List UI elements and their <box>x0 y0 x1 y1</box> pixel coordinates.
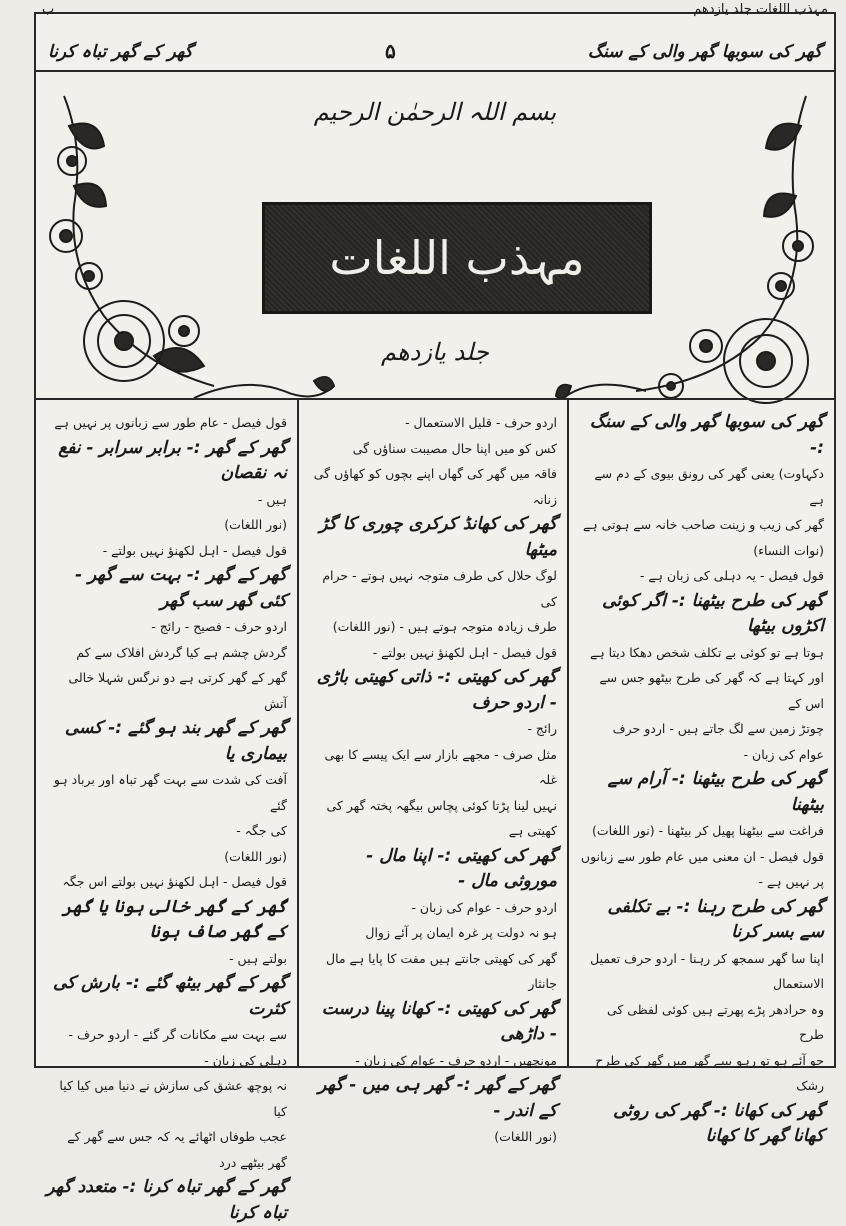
entry-text-line: رائج - <box>527 721 557 736</box>
entry-text-line: (نور اللغات) <box>224 517 287 532</box>
column-right <box>569 400 834 1146</box>
entry-text-line: جو آئے ہو تو رہو بیبے گھر میں گھر کی طرح رشک <box>595 1052 824 1093</box>
entry-text-line: چوتڑ زمین سے لگ جاتے ہیں - اردو حرف <box>612 721 824 736</box>
entry-headword: گھر کی کھانا :- گھر کی روٹی کھانا گھر کا کھانا <box>613 1100 824 1146</box>
entry-text-line: فراغت سے بیٹھنا پھیل کر بیٹھنا - (نور اللغات) <box>591 823 824 838</box>
book-title: مہذب اللغات <box>329 231 585 285</box>
entry-text-line: نہیں لینا پڑتا کوئی پچاس بیگھہ پختہ گھر کی کھیتی ہے <box>326 797 557 838</box>
entry-text-line: نہ پوچھ عشق کی سازش نے دنیا میں کیا کیا کیا <box>59 1078 287 1119</box>
entry-text-line: اپنا سا گھر سمجھ کر رہنا - اردو حرف تعمیل الاستعمال <box>590 950 824 991</box>
entry-text-line: ہیں - <box>257 491 287 507</box>
entry-headword: گھر کے گھر خالی ہونا یا گھر کے گھر صاف ہونا <box>62 896 287 942</box>
entry-text-line: (نور اللغات) <box>494 1129 557 1144</box>
column-middle <box>299 400 569 1144</box>
entry-text-line: اور کہتا ہے کہ گھر کی طرح بیٹھو جس سے اس کے <box>599 670 824 711</box>
entry-headword: گھر کی سوبھا گھر والی کے سنگ :- <box>589 412 824 458</box>
entry-text-line: عجب طوفاں اٹھائے یہ کہ جس سے گھر کے گھر بیٹھے درد <box>67 1129 287 1170</box>
entry-text-line: گھر کی زیب و زینت صاحب خانہ سے ہوتی ہے <box>582 517 824 532</box>
entry-text-line: ہوتا ہے تو کوئی بے تکلف شخص دھکا دیتا ہے <box>590 644 824 660</box>
header-right-headword: گھر کی سوبھا گھر والی کے سنگ <box>587 41 822 62</box>
entry-text-line: قول فیصل - ان معنی میں عام طور سے زبانوں <box>580 848 824 864</box>
page-number: ۵ <box>384 39 396 63</box>
entry-text-line: (نور اللغات) <box>224 848 287 864</box>
entry-text-line: آفت کی شدت سے بہت گھر تباہ اور برباد ہو گئے <box>53 772 287 813</box>
entry-text-line: ہو نہ دولت پر غرہ ایمان پر آئے زوال <box>365 925 557 940</box>
entry-text-line: فاقہ میں گھر کی گھاں اپنے بچوں کو کھاؤں گی زنانہ <box>313 466 557 507</box>
entry-headword: گھر کی کھیتی :- کھانا پینا درست - داڑھی <box>321 998 557 1044</box>
entry-text-line: کس کو میں اپنا حال مصیبت سناؤں گی <box>352 440 557 456</box>
entry-text-line: وہ حرادھر پڑے پھرتے ہیں کوئی لفظی کی طرح <box>606 1001 824 1042</box>
running-header <box>36 32 834 72</box>
entry-text-line: قول فیصل - یہ دہلی کی زبان ہے - <box>639 568 824 583</box>
entry-text-line: لوگ حلال کی طرف متوجہ نہیں ہوتے - حرام کی <box>322 568 557 609</box>
entry-headword: گھر کی کھیتی :- ذاتی کھیتی باڑی - اردو حرف <box>316 667 557 713</box>
entry-text-line: اردو حرف - قلیل الاستعمال - <box>405 415 557 430</box>
entry-text-line: اردو حرف - فصیح - رائج - <box>151 619 287 634</box>
volume-label: جلد یازدھم <box>381 338 489 366</box>
entry-headword: گھر کے گھر :- گھر ہی میں - گھر کے اندر - <box>318 1075 557 1121</box>
dictionary-columns <box>36 398 834 1223</box>
column-left <box>36 400 299 1223</box>
entry-headword: گھر کے گھر :- برابر سرابر - نفع نہ نقصان <box>58 437 287 483</box>
entry-headword: گھر کی کھانڈ کرکری چوری کا گڑ میٹھا <box>319 514 557 560</box>
bismillah-calligraphy: بسم اللہ الرحمٰن الرحیم <box>313 98 557 126</box>
entry-headword: گھر کی کھیتی :- اپنا مال - موروثی مال - <box>366 845 557 891</box>
entry-text-line: بولتے ہیں - <box>229 950 287 966</box>
entry-text-line: عوام کی زبان - <box>743 746 824 762</box>
entry-text-line: اردو حرف - عوام کی زبان - <box>411 899 557 915</box>
corner-tag-volume: مہذب اللغات جلد یازدھم <box>693 2 828 17</box>
title-plate <box>262 202 652 314</box>
entry-headword: گھر کے گھر تباہ کرنا :- متعدد گھر تباہ کرنا <box>46 1177 287 1223</box>
entry-text-line: طرف زیادہ متوجہ ہوتے ہیں - (نور اللغات) <box>332 619 557 634</box>
header-left-headword: گھر کے گھر تباہ کرنا <box>48 41 193 62</box>
entry-text-line: گھر کے گھر کرتی ہے دو نرگس شہلا خالی آتش <box>68 670 287 711</box>
entry-headword: گھر کے گھر بیٹھ گئے :- بارش کی کثرت <box>52 973 287 1019</box>
entry-headword: گھر کی طرح بیٹھنا :- اگر کوئی اکڑوں بیٹھا <box>602 590 824 636</box>
entry-headword: گھر کے گھر بند ہو گئے :- کسی بیماری یا <box>64 718 287 764</box>
entry-text-line: قول فیصل - اہل لکھنؤ نہیں بولتے - <box>102 542 287 558</box>
entry-text-line: گردش چشم ہے کیا گردش افلاک سے کم <box>76 644 287 660</box>
entry-text-line: قول فیصل - اہل لکھنؤ نہیں بولتے اس جگہ <box>62 874 287 889</box>
entry-text-line: کی جگہ - <box>236 823 287 838</box>
entry-headword: گھر کی طرح رہنا :- بے تکلفی سے بسر کرنا <box>607 896 824 942</box>
corner-tag-left: ب <box>42 2 55 17</box>
entry-text-line: سے بہت سے مکانات گر گئے - اردو حرف - دہلی کی زبان - <box>68 1027 287 1068</box>
floral-ornament-left-icon <box>44 86 244 406</box>
entry-text-line: مثل صرف - مجھے بازار سے ایک پیسے کا بھی غلہ <box>324 746 557 787</box>
entry-text-line: قول فیصل - عام طور سے زبانوں پر نہیں ہے <box>54 415 287 430</box>
entry-text-line: مونچھیں - اردو حرف - عوام کی زبان - <box>355 1052 557 1068</box>
document-page <box>34 2 836 1223</box>
masthead <box>44 76 826 406</box>
entry-text-line: گھر کی کھیتی جانتے ہیں مفت کا پایا ہے مال جانثار <box>326 950 557 991</box>
entry-text-line: دکہاوت) یعنی گھر کی رونق بیوی کے دم سے ہے <box>594 466 824 507</box>
entry-text-line: قول فیصل - اہل لکھنؤ نہیں بولتے - <box>372 644 557 660</box>
entry-text-line: (نوات النساء) <box>753 542 824 558</box>
entry-headword: گھر کی طرح بیٹھنا :- آرام سے بیٹھنا <box>607 769 824 815</box>
entry-text-line: پر نہیں ہے - <box>758 874 824 889</box>
entry-headword: گھر کے گھر :- بہت سے گھر - کئی گھر سب گھر <box>75 565 287 611</box>
